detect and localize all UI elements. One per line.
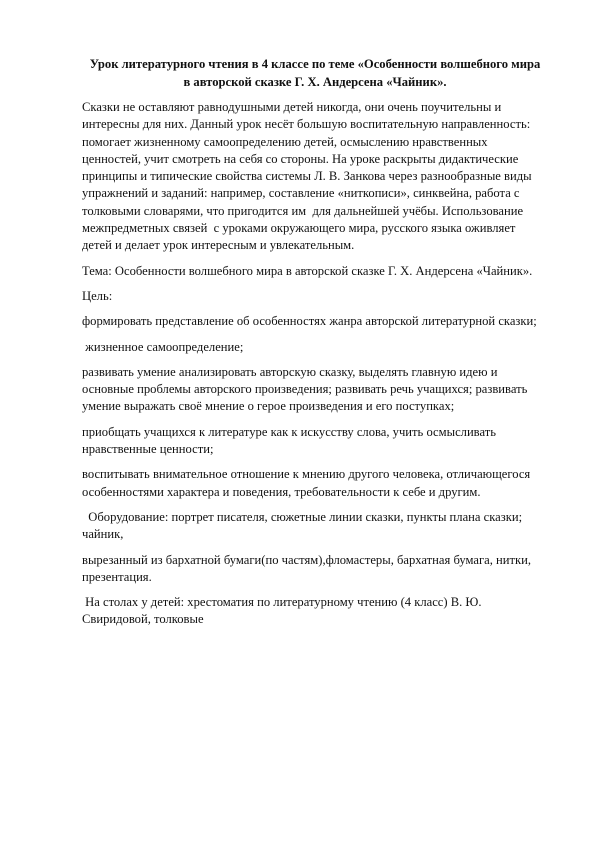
goal-item-genre: формировать представление об особенностях жанра авторской литературной сказки; — [82, 314, 537, 329]
desks-paragraph: На столах у детей: хрестоматия по литературному чтению (4 класс) В. Ю. Свиридовой, толковые — [82, 595, 485, 627]
intro-paragraph: Сказки не оставляют равнодушными детей никогда, они очень поучительны и интересны для них. Данный урок несёт большую воспитательную направленность: помогает жизненному самоопределению детей, осмыслению нравственных ценностей, учит смотреть на себя со стороны. На уроке раскрыты дидактические принципы и типические свойства системы Л. В. Занкова через разнообразные виды упражнений и заданий: например, составление «ниткописи», синквейна, работа с толковыми словарями, что пригодится им для дальнейшей учёбы. Использование межпредметных связей с уроками окружающего мира, русского языка оживляет детей и делает урок интересным и увлекательным. — [82, 100, 535, 253]
goal-item-self-determination: жизненное самоопределение; — [82, 339, 244, 354]
goal-item-analysis: развивать умение анализировать авторскую сказку, выделять главную идею и основные проблемы авторского произведения; развивать речь учащихся; развивать умение выражать своё мнение о герое произведения и его поступках; — [82, 364, 531, 414]
document-page — [82, 55, 548, 637]
goal-item-attention: воспитывать внимательное отношение к мнению другого человека, отличающегося особенностями характера и поведения, требовательности к себе и другим. — [82, 467, 534, 499]
equipment-continuation: вырезанный из бархатной бумаги(по частям),фломастеры, бархатная бумага, нитки, презентация. — [82, 552, 535, 584]
equipment-paragraph: Оборудование: портрет писателя, сюжетные линии сказки, пункты плана сказки; чайник, — [82, 509, 526, 542]
goal-label: Цель: — [82, 288, 113, 303]
topic-paragraph: Тема: Особенности волшебного мира в авторской сказке Г. Х. Андерсена «Чайник». — [82, 263, 533, 278]
document-title: Урок литературного чтения в 4 классе по теме «Особенности волшебного мира в авторской сказке Г. Х. Андерсена «Чайник». — [89, 57, 541, 89]
goal-item-literature: приобщать учащихся к литературе как к искусству слова, учить осмысливать нравственные ценности; — [82, 424, 500, 457]
